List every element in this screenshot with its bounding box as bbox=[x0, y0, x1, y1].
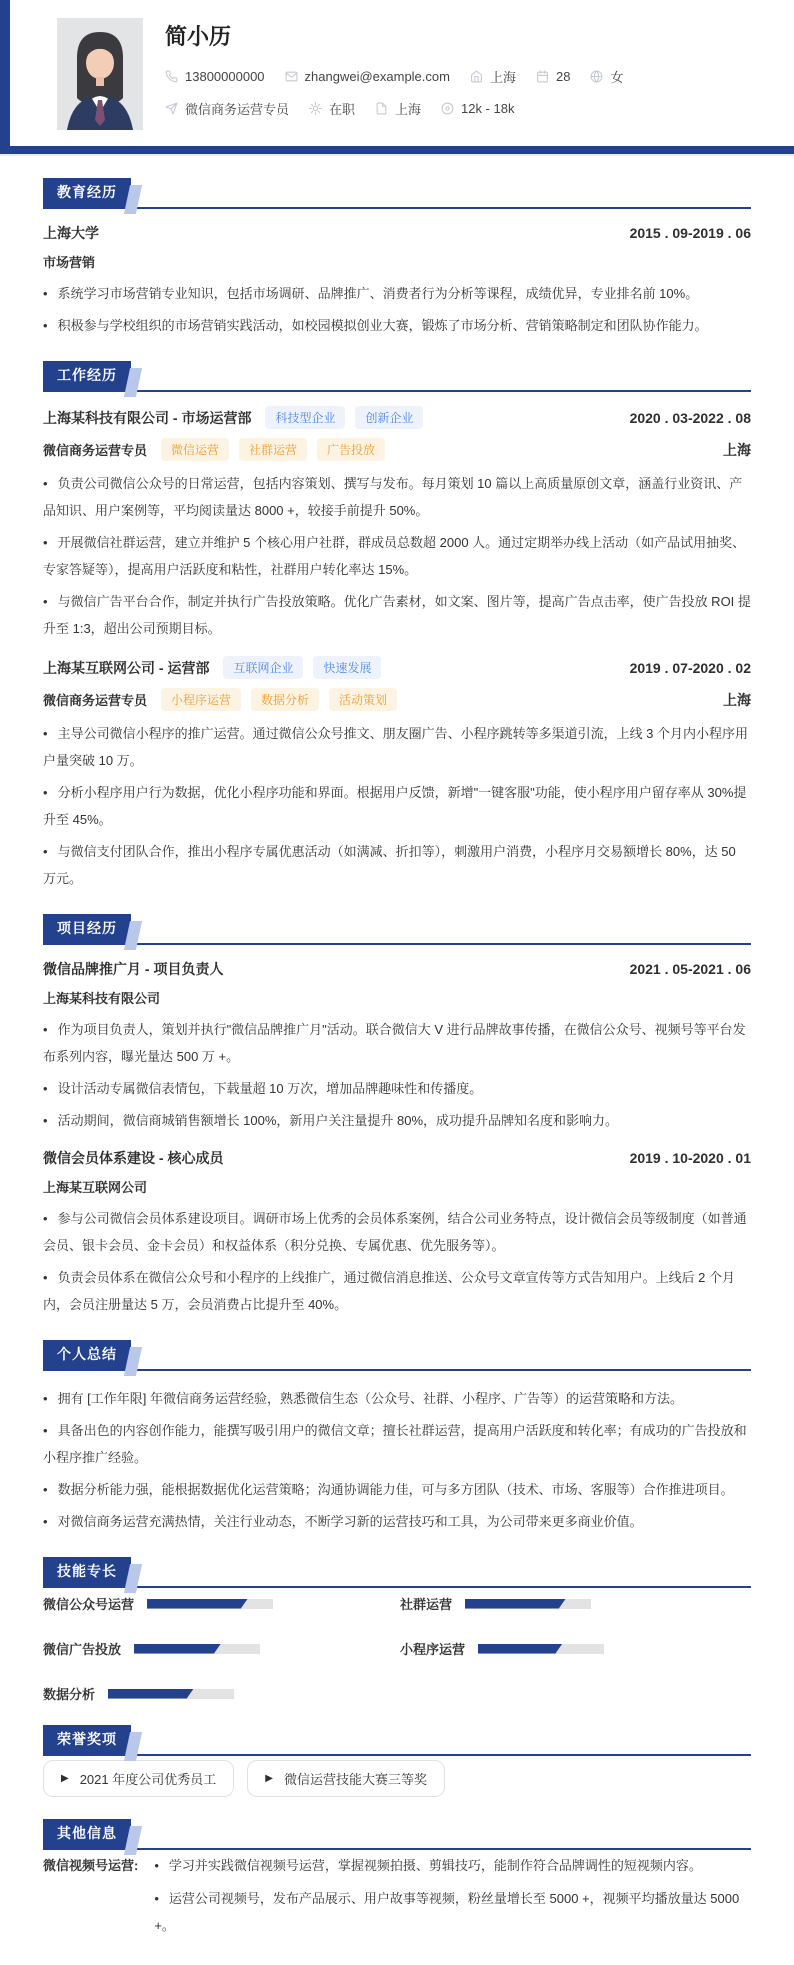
section-header bbox=[43, 361, 751, 392]
summary-bullet: • 对微信商务运营充满热情，关注行业动态，不断学习新的运营技巧和工具，为公司带来更多商业价值。 bbox=[43, 1508, 751, 1535]
resume-header bbox=[0, 0, 794, 146]
project-bullet: • 参与公司微信会员体系建设项目。调研市场上优秀的会员体系案例，结合公司业务特点，设计微信会员等级制度（如普通会员、银卡会员、金卡会员）和权益体系（积分兑换、专属优惠、优先服务等）。 bbox=[43, 1205, 751, 1259]
candidate-name: 简小历 bbox=[165, 24, 232, 49]
skill-bar-fill bbox=[134, 1644, 221, 1654]
company-name: 上海某互联网公司 - 运营部 bbox=[43, 659, 210, 676]
honor-badge bbox=[43, 1760, 234, 1797]
avatar bbox=[57, 18, 143, 130]
section-title-badge: 项目经历 bbox=[43, 914, 131, 943]
role-tag: 数据分析 bbox=[251, 688, 319, 711]
section-honors bbox=[43, 1725, 751, 1797]
section-projects bbox=[43, 914, 751, 1318]
role-tag: 广告投放 bbox=[317, 438, 385, 461]
work-bullet: • 与微信支付团队合作，推出小程序专属优惠活动（如满减、折扣等），刺激用户消费，小程序月交易额增长 80%，达 50 万元。 bbox=[43, 838, 751, 892]
role-name: 微信商务运营专员 bbox=[43, 693, 148, 708]
header-divider-strip bbox=[0, 154, 794, 156]
document-icon bbox=[375, 102, 388, 115]
honor-badge bbox=[247, 1760, 445, 1797]
project-bullet: • 作为项目负责人，策划并执行"微信品牌推广月"活动。联合微信大 V 进行品牌故事传播，在微信公众号、视频号等平台发布系列内容，曝光量达 500 万 +。 bbox=[43, 1016, 751, 1070]
salary-item bbox=[441, 101, 514, 116]
coin-icon bbox=[441, 102, 454, 115]
work-date: 2019 . 07-2020 . 02 bbox=[629, 659, 751, 676]
location-item bbox=[470, 67, 516, 86]
company-tag: 科技型企业 bbox=[265, 406, 345, 429]
project-date: 2019 . 10-2020 . 01 bbox=[629, 1150, 751, 1166]
work-bullet: • 负责公司微信公众号的日常运营，包括内容策划、撰写与发布。每月策划 10 篇以上高质量原创文章，涵盖行业资讯、产品知识、用户案例等，平均阅读量达 8000 +，较接手前提升 50%。 bbox=[43, 470, 751, 524]
other-bullet: • 学习并实践微信视频号运营，掌握视频拍摄、剪辑技巧，能制作符合品牌调性的短视频内容。 bbox=[154, 1852, 751, 1879]
skill-bar-fill bbox=[108, 1689, 194, 1699]
role-tag: 社群运营 bbox=[239, 438, 307, 461]
skill-item bbox=[400, 1639, 751, 1658]
education-date: 2015 . 09-2019 . 06 bbox=[629, 225, 751, 241]
city-item bbox=[375, 99, 421, 118]
summary-bullet: • 数据分析能力强，能根据数据优化运营策略；沟通协调能力佳，可与多方团队（技术、市场、客服等）合作推进项目。 bbox=[43, 1476, 751, 1503]
summary-bullet: • 拥有 [工作年限] 年微信商务运营经验，熟悉微信生态（公众号、社群、小程序、广告等）的运营策略和方法。 bbox=[43, 1385, 751, 1412]
project-entry bbox=[43, 959, 751, 1134]
skill-label: 小程序运营 bbox=[400, 1642, 466, 1657]
header-divider-bar bbox=[0, 146, 794, 154]
phone-value: 13800000000 bbox=[185, 69, 265, 84]
email-icon bbox=[285, 70, 298, 83]
city-value: 上海 bbox=[395, 102, 422, 117]
location-value: 上海 bbox=[489, 70, 516, 85]
skill-item bbox=[400, 1594, 751, 1613]
project-bullet: • 负责会员体系在微信公众号和小程序的上线推广，通过微信消息推送、公众号文章宣传等方式告知用户。上线后 2 个月内，会员注册量达 5 万，会员消费占比提升至 40%。 bbox=[43, 1264, 751, 1318]
skill-item bbox=[43, 1594, 400, 1613]
honor-text: 2021 年度公司优秀员工 bbox=[79, 1772, 217, 1787]
section-header bbox=[43, 1340, 751, 1371]
major-name: 市场营销 bbox=[43, 255, 96, 270]
project-company: 上海某科技有限公司 bbox=[43, 991, 161, 1006]
role-tag: 小程序运营 bbox=[161, 688, 241, 711]
section-header bbox=[43, 178, 751, 209]
section-title-badge: 个人总结 bbox=[43, 1340, 131, 1369]
skill-bar-track bbox=[478, 1644, 604, 1654]
other-bullet: • 运营公司视频号，发布产品展示、用户故事等视频，粉丝量增长至 5000 +，视频平均播放量达 5000 +。 bbox=[154, 1885, 751, 1939]
section-skills bbox=[43, 1557, 751, 1703]
section-title-badge: 教育经历 bbox=[43, 178, 131, 207]
section-title-badge: 其他信息 bbox=[43, 1819, 131, 1848]
gear-icon bbox=[309, 102, 322, 115]
email-value: zhangwei@example.com bbox=[304, 69, 450, 84]
job-intent-value: 微信商务运营专员 bbox=[185, 102, 290, 117]
other-info-label: 微信视频号运营: bbox=[43, 1858, 139, 1873]
skill-bar-track bbox=[465, 1599, 591, 1609]
project-name: 微信会员体系建设 - 核心成员 bbox=[43, 1150, 224, 1166]
project-name: 微信品牌推广月 - 项目负责人 bbox=[43, 961, 224, 977]
work-bullet: • 分析小程序用户行为数据，优化小程序功能和界面。根据用户反馈，新增"一键客服"功能，使小程序用户留存率从 30%提升至 45%。 bbox=[43, 779, 751, 833]
age-value: 28 bbox=[555, 69, 571, 84]
company-tag: 互联网企业 bbox=[223, 656, 303, 679]
work-location: 上海 bbox=[723, 691, 751, 708]
work-bullet: • 主导公司微信小程序的推广运营。通过微信公众号推文、朋友圈广告、小程序跳转等多渠道引流，上线 3 个月内小程序用户量突破 10 万。 bbox=[43, 720, 751, 774]
section-title-badge: 技能专长 bbox=[43, 1557, 131, 1586]
age-item bbox=[536, 69, 570, 84]
paper-plane-icon bbox=[165, 102, 178, 115]
project-bullet: • 设计活动专属微信表情包，下载量超 10 万次，增加品牌趣味性和传播度。 bbox=[43, 1075, 751, 1102]
section-work bbox=[43, 361, 751, 892]
profile-photo bbox=[57, 18, 143, 130]
company-tag: 快速发展 bbox=[313, 656, 381, 679]
section-header bbox=[43, 1725, 751, 1756]
work-entry bbox=[43, 656, 751, 892]
contact-row-2 bbox=[165, 99, 643, 118]
phone-icon bbox=[165, 70, 178, 83]
project-date: 2021 . 05-2021 . 06 bbox=[629, 961, 751, 977]
section-education bbox=[43, 178, 751, 339]
section-header bbox=[43, 1819, 751, 1850]
status-value: 在职 bbox=[329, 102, 356, 117]
section-title-badge: 工作经历 bbox=[43, 361, 131, 390]
job-intent-item bbox=[165, 99, 289, 118]
role-tag: 微信运营 bbox=[161, 438, 229, 461]
calendar-icon bbox=[536, 70, 549, 83]
project-company: 上海某互联网公司 bbox=[43, 1180, 148, 1195]
play-icon: ▶ bbox=[61, 1773, 69, 1784]
home-icon bbox=[470, 70, 483, 83]
email-item bbox=[285, 69, 450, 84]
project-bullet: • 活动期间，微信商城销售额增长 100%，新用户关注量提升 80%，成功提升品牌知名度和影响力。 bbox=[43, 1107, 751, 1134]
section-other bbox=[43, 1819, 751, 1945]
skill-label: 微信公众号运营 bbox=[43, 1597, 135, 1612]
skill-bar-track bbox=[134, 1644, 260, 1654]
skill-bar-fill bbox=[147, 1599, 248, 1609]
role-tag: 活动策划 bbox=[329, 688, 397, 711]
project-entry bbox=[43, 1148, 751, 1318]
skill-bar-fill bbox=[465, 1599, 566, 1609]
salary-value: 12k - 18k bbox=[461, 101, 515, 116]
summary-bullet: • 具备出色的内容创作能力，能撰写吸引用户的微信文章；擅长社群运营，提高用户活跃度和转化率；有成功的广告投放和小程序推广经验。 bbox=[43, 1417, 751, 1471]
work-date: 2020 . 03-2022 . 08 bbox=[629, 409, 751, 426]
play-icon: ▶ bbox=[265, 1773, 273, 1784]
section-header bbox=[43, 1557, 751, 1588]
work-bullet: • 与微信广告平台合作，制定并执行广告投放策略。优化广告素材，如文案、图片等，提高广告点击率，使广告投放 ROI 提升至 1:3，超出公司预期目标。 bbox=[43, 588, 751, 642]
resume-body bbox=[0, 178, 794, 1965]
company-tag: 创新企业 bbox=[355, 406, 423, 429]
skill-label: 微信广告投放 bbox=[43, 1642, 122, 1657]
skill-bar-fill bbox=[478, 1644, 562, 1654]
education-bullet: • 积极参与学校组织的市场营销实践活动，如校园模拟创业大赛，锻炼了市场分析、营销策略制定和团队协作能力。 bbox=[43, 312, 751, 339]
contact-row-1 bbox=[165, 67, 643, 86]
work-entry bbox=[43, 406, 751, 642]
section-summary bbox=[43, 1340, 751, 1535]
school-name: 上海大学 bbox=[43, 225, 99, 241]
section-header bbox=[43, 914, 751, 945]
phone-item bbox=[165, 69, 265, 84]
skill-item bbox=[43, 1639, 400, 1658]
role-name: 微信商务运营专员 bbox=[43, 443, 148, 458]
skill-bar-track bbox=[108, 1689, 234, 1699]
skill-item bbox=[43, 1684, 400, 1703]
status-item bbox=[309, 99, 355, 118]
gender-item bbox=[590, 67, 623, 86]
skill-label: 社群运营 bbox=[400, 1597, 453, 1612]
skill-bar-track bbox=[147, 1599, 273, 1609]
section-title-badge: 荣誉奖项 bbox=[43, 1725, 131, 1754]
education-bullet: • 系统学习市场营销专业知识，包括市场调研、品牌推广、消费者行为分析等课程，成绩优异，专业排名前 10%。 bbox=[43, 280, 751, 307]
company-name: 上海某科技有限公司 - 市场运营部 bbox=[43, 409, 252, 426]
skill-label: 数据分析 bbox=[43, 1687, 96, 1702]
gender-value: 女 bbox=[610, 70, 624, 85]
work-location: 上海 bbox=[723, 441, 751, 458]
gender-icon bbox=[590, 70, 603, 83]
work-bullet: • 开展微信社群运营，建立并维护 5 个核心用户社群，群成员总数超 2000 人。通过定期举办线上活动（如产品试用抽奖、专家答疑等），提高用户活跃度和粘性，社群用户转化率达 15%。 bbox=[43, 529, 751, 583]
honor-text: 微信运营技能大赛三等奖 bbox=[283, 1772, 427, 1787]
